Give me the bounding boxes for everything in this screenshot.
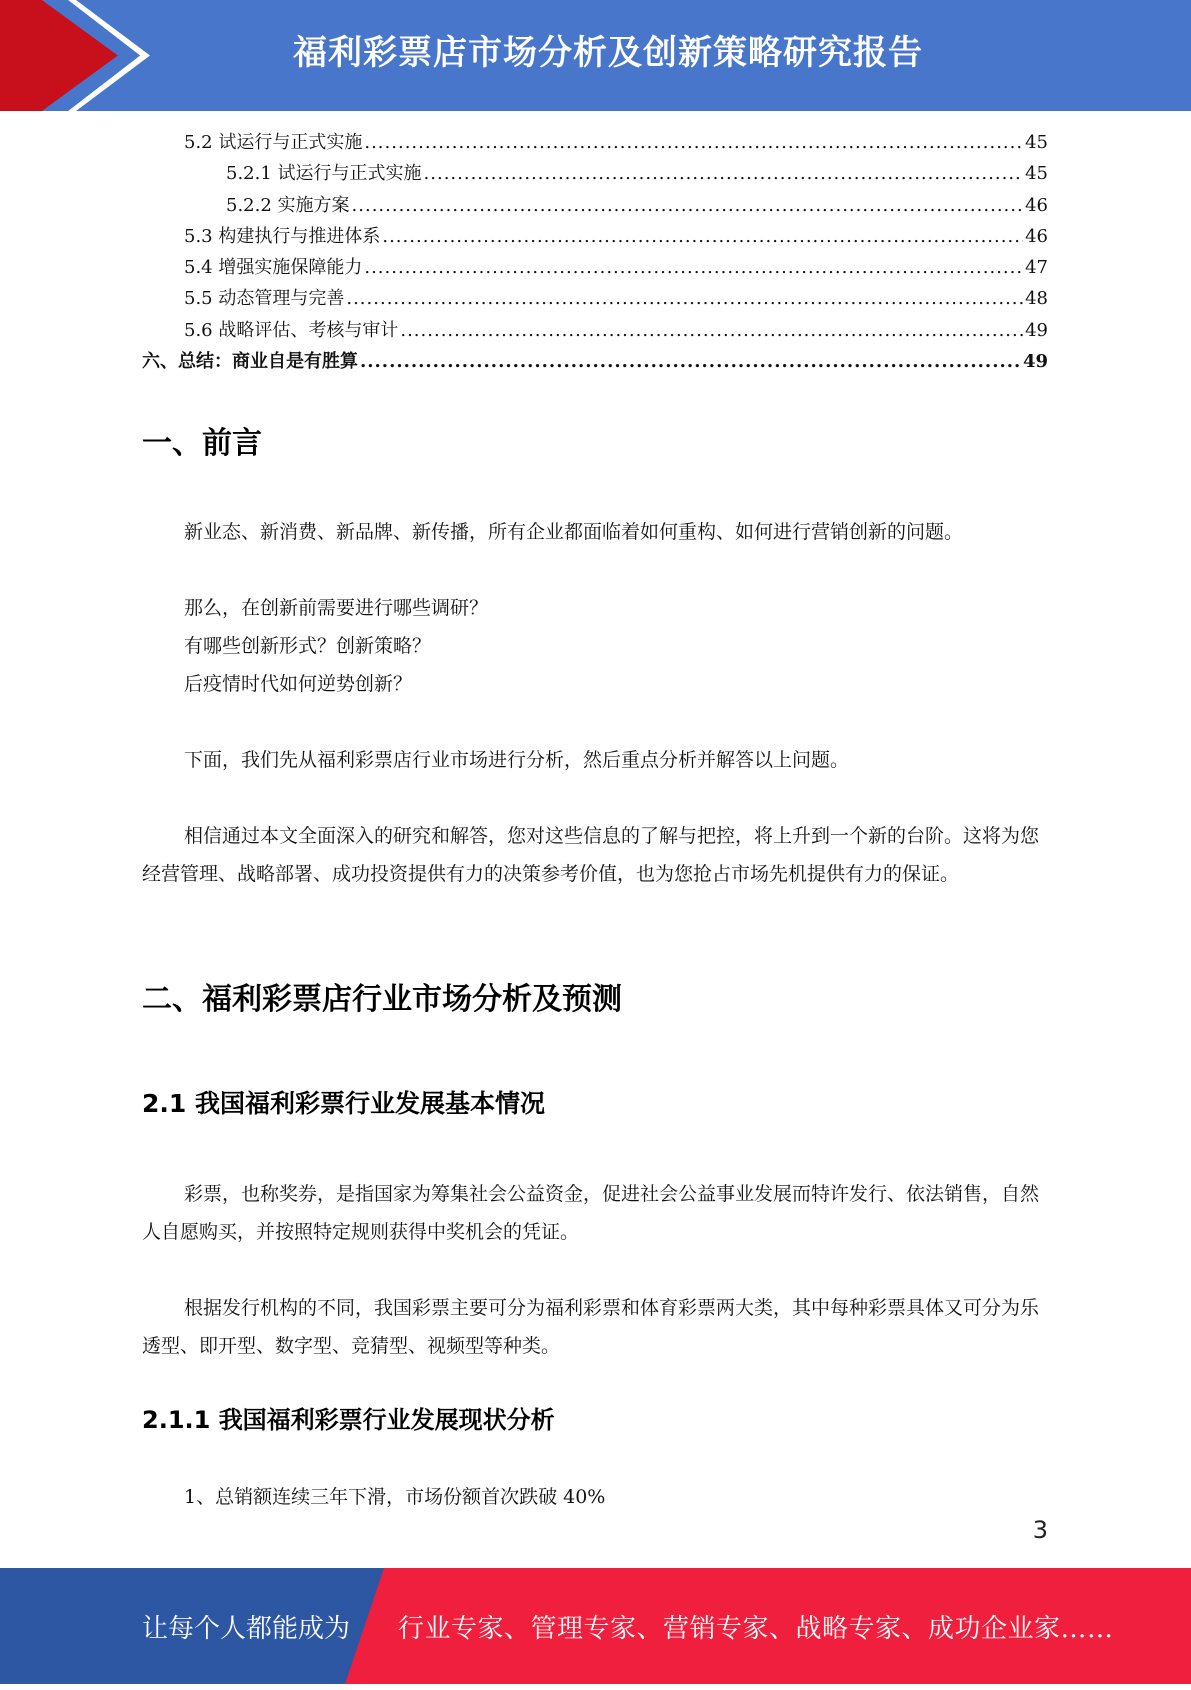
footer-slogan-lead: 让每个人都能成为 bbox=[142, 1614, 351, 1644]
toc-entry-label: 5.4 增强实施保障能力 bbox=[184, 257, 363, 279]
toc-entry[interactable] bbox=[142, 284, 1048, 315]
toc-entry-page: 45 bbox=[1025, 163, 1048, 185]
preface-question: 有哪些创新形式？创新策略？ bbox=[184, 635, 432, 657]
toc-entry-page: 47 bbox=[1025, 257, 1048, 279]
section-2-1-1-heading: 2.1.1 我国福利彩票行业发展现状分析 bbox=[142, 1406, 555, 1434]
preface-paragraph: 新业态、新消费、新品牌、新传播，所有企业都面临着如何重构、如何进行营销创新的问题。 bbox=[184, 521, 964, 543]
toc-entry[interactable] bbox=[142, 347, 1048, 378]
preface-paragraph: 下面，我们先从福利彩票店行业市场进行分析，然后重点分析并解答以上问题。 bbox=[184, 749, 850, 771]
toc-entry-page: 46 bbox=[1025, 194, 1048, 216]
preface-question: 后疫情时代如何逆势创新？ bbox=[184, 673, 413, 695]
preface-question: 那么，在创新前需要进行哪些调研？ bbox=[184, 597, 489, 619]
preface-paragraph: 相信通过本文全面深入的研究和解答，您对这些信息的了解与把控，将上升到一个新的台阶。这将为您经营管理、战略部署、成功投资提供有力的决策参考价值，也为您抢占市场先机提供有力的保证。 bbox=[142, 825, 1040, 885]
page-footer bbox=[0, 1568, 1191, 1684]
toc-entry-label: 5.2 试运行与正式实施 bbox=[184, 132, 363, 153]
section-2-1-paragraph: 彩票，也称奖券，是指国家为筹集社会公益资金，促进社会公益事业发展而特许发行、依法销售，自然人自愿购买，并按照特定规则获得中奖机会的凭证。 bbox=[142, 1183, 1040, 1243]
toc-leader-dots bbox=[360, 351, 1021, 372]
page-number: 3 bbox=[1032, 1516, 1048, 1544]
toc-entry-page: 45 bbox=[1025, 132, 1048, 153]
toc-entry-page: 46 bbox=[1025, 225, 1048, 247]
toc-entry-label: 5.6 战略评估、考核与审计 bbox=[184, 319, 399, 341]
toc-entry-label: 六、总结：商业自是有胜算 bbox=[142, 351, 358, 373]
section-2-1-heading: 2.1 我国福利彩票行业发展基本情况 bbox=[142, 1089, 545, 1118]
toc-entry-page: 48 bbox=[1025, 288, 1048, 310]
toc-entry-label: 5.5 动态管理与完善 bbox=[184, 288, 345, 310]
page-header bbox=[0, 0, 1191, 111]
toc-entry[interactable] bbox=[142, 222, 1048, 253]
toc-entry-label: 5.2.1 试运行与正式实施 bbox=[226, 163, 422, 185]
toc-entry[interactable] bbox=[142, 253, 1048, 284]
toc-entry-label: 5.2.2 实施方案 bbox=[226, 194, 350, 216]
toc-leader-dots bbox=[400, 320, 1023, 341]
toc-leader-dots bbox=[424, 163, 1024, 184]
toc-entry-page: 49 bbox=[1025, 319, 1048, 341]
toc-leader-dots bbox=[382, 226, 1023, 247]
toc-leader-dots bbox=[364, 257, 1023, 278]
toc-entry[interactable] bbox=[142, 191, 1048, 222]
table-of-contents bbox=[142, 128, 1048, 378]
toc-leader-dots bbox=[346, 288, 1023, 309]
toc-entry[interactable] bbox=[142, 128, 1048, 159]
toc-entry[interactable] bbox=[142, 316, 1048, 347]
report-title: 福利彩票店市场分析及创新策略研究报告 bbox=[293, 33, 923, 73]
toc-leader-dots bbox=[352, 195, 1024, 216]
market-analysis-heading: 二、福利彩票店行业市场分析及预测 bbox=[142, 982, 622, 1017]
toc-leader-dots bbox=[364, 132, 1023, 153]
toc-entry[interactable] bbox=[142, 159, 1048, 190]
toc-entry-page: 49 bbox=[1022, 351, 1048, 373]
footer-slogan-roles: 行业专家、管理专家、营销专家、战略专家、成功企业家…… bbox=[398, 1614, 1114, 1644]
section-2-1-1-paragraph: 1、总销额连续三年下滑，市场份额首次跌破 40% bbox=[184, 1486, 606, 1508]
preface-heading: 一、前言 bbox=[142, 426, 262, 461]
toc-entry-label: 5.3 构建执行与推进体系 bbox=[184, 225, 381, 247]
section-2-1-paragraph: 根据发行机构的不同，我国彩票主要可分为福利彩票和体育彩票两大类，其中每种彩票具体又可分为乐透型、即开型、数字型、竞猜型、视频型等种类。 bbox=[142, 1297, 1040, 1357]
